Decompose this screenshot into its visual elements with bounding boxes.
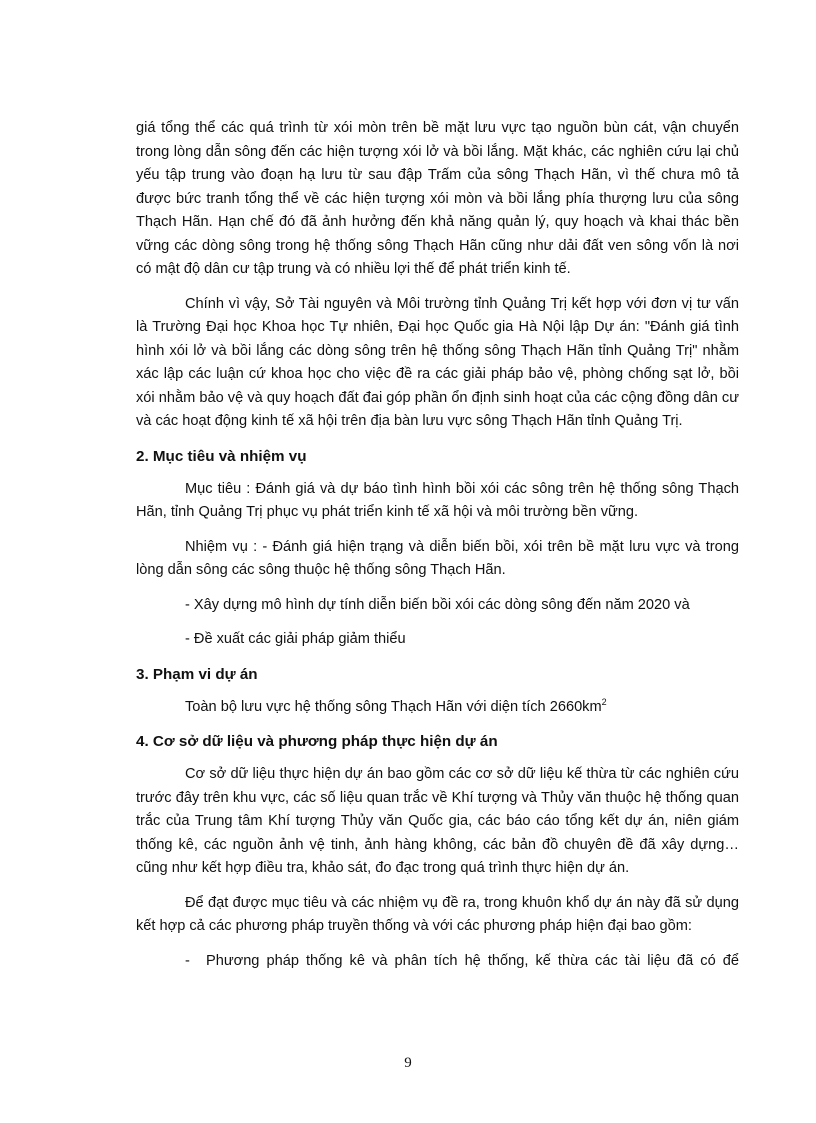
task-item-solutions: - Đề xuất các giải pháp giảm thiểu [185,631,406,647]
paragraph-goal: Mục tiêu : Đánh giá và dự báo tình hình bồi xói các sông trên hệ thống sông Thạch Hãn, tỉnh Quảng Trị phục vụ phát triển kinh tế xã hội và môi trường bền vững. [136,480,739,520]
scope-text [136,696,739,720]
paragraph-methods: Để đạt được mục tiêu và các nhiệm vụ đề ra, trong khuôn khổ dự án này đã sử dụng kết hợp cả các phương pháp truyền thống và với các phương pháp hiện đại bao gồm: [136,894,739,934]
task-item-model: - Xây dựng mô hình dự tính diễn biến bồi xói các dòng sông đến năm 2020 và [185,596,690,613]
heading-project-scope: 3. Phạm vi dự án [136,665,258,683]
bullet-dash: - [185,952,190,969]
heading-goals-tasks: 2. Mục tiêu và nhiệm vụ [136,447,307,465]
scope-text-main: Toàn bộ lưu vực hệ thống sông Thạch Hãn với diện tích 2660km [185,698,602,715]
paragraph-project-intro: Chính vì vậy, Sở Tài nguyên và Môi trường tỉnh Quảng Trị kết hợp với đơn vị tư vấn là Trường Đại học Khoa học Tự nhiên, Đại học Quốc gia Hà Nội lập Dự án: "Đánh giá tình hình xói lở và bồi lắng các dòng sông trên hệ thống sông Thạch Hãn tỉnh Quảng Trị" nhằm xác lập các luận cứ khoa học cho việc đề ra các giải pháp bảo vệ, phòng chống sạt lở, bồi xói nhằm bảo vệ và quy hoạch đất đai góp phần ổn định sinh hoạt của các cộng đồng dân cư và các hoạt động kinh tế xã hội trên địa bàn lưu vực sông Thạch Hãn tỉnh Quảng Trị. [136,295,739,429]
heading-data-methods: 4. Cơ sở dữ liệu và phương pháp thực hiện dự án [136,733,498,750]
scope-text-superscript: 2 [601,696,607,707]
paragraph-tasks: Nhiệm vụ : - Đánh giá hiện trạng và diễn biến bồi, xói trên bề mặt lưu vực và trong lòng dẫn sông các sông thuộc hệ thống sông Thạch Hãn. [136,538,739,578]
method-item-text: Phương pháp thống kê và phân tích hệ thống, kế thừa các tài liệu đã có để [206,952,739,969]
page-number: 9 [404,1055,412,1071]
method-item-statistics [136,950,739,974]
paragraph-database: Cơ sở dữ liệu thực hiện dự án bao gồm các cơ sở dữ liệu kế thừa từ các nghiên cứu trước đây trên khu vực, các số liệu quan trắc về Khí tượng và Thủy văn thuộc hệ thống quan trắc của Trung tâm Khí tượng Thủy văn Quốc gia, các báo cáo tổng kết dự án, niên giám thống kê, các nguồn ảnh vệ tinh, ảnh hàng không, các bản đồ chuyên đề đã xây dựng… cũng như kết hợp điều tra, khảo sát, đo đạc trong quá trình thực hiện dự án. [136,766,739,876]
paragraph-continuation: giá tổng thể các quá trình từ xói mòn trên bề mặt lưu vực tạo nguồn bùn cát, vận chuyển trong lòng dẫn sông đến các hiện tượng xói lở và bồi lắng. Mặt khác, các nghiên cứu lại chủ yếu tập trung vào đoạn hạ lưu từ sau đập Trấm của sông Thạch Hãn, vì thế chưa mô tả được bức tranh tổng thể về các hiện tượng xói mòn và bồi lắng phía thượng lưu của sông Thạch Hãn. Hạn chế đó đã ảnh hưởng đến khả năng quản lý, quy hoạch và khai thác bền vững các dòng sông trong hệ thống sông Thạch Hãn cũng như dải đất ven sông vốn là nơi có mật độ dân cư tập trung và có nhiều lợi thế để phát triển kinh tế. [136,120,739,277]
document-body [136,117,739,984]
